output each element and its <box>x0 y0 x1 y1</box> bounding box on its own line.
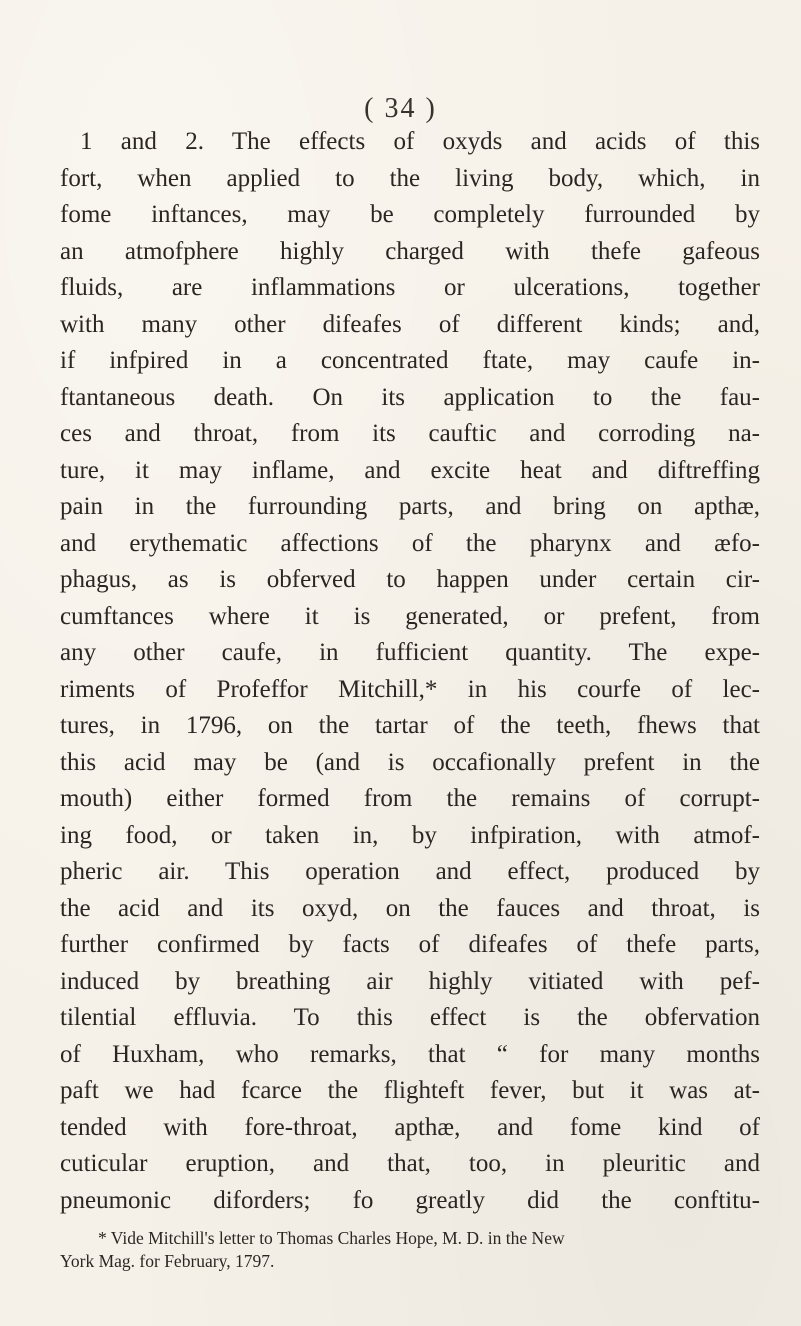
body-line: cumftances where it is generated, or prefent, from <box>60 602 760 630</box>
body-line: ing food, or taken in, by infpiration, with atmof- <box>60 821 760 849</box>
body-line: ture, it may inflame, and excite heat and diftreffing <box>60 456 760 484</box>
body-line: of Huxham, who remarks, that “ for many months <box>60 1040 760 1068</box>
footnote-line: * Vide Mitchill's letter to Thomas Charles Hope, M. D. in the New <box>98 1228 565 1248</box>
body-line: mouth) either formed from the remains of corrupt- <box>60 785 760 812</box>
body-line: pain in the furrounding parts, and bring on apthæ, <box>60 493 760 520</box>
body-line: ftantaneous death. On its application to the fau- <box>60 383 760 411</box>
body-line: fluids, are inflammations or ulcerations, together <box>60 274 760 301</box>
body-line: induced by breathing air highly vitiated with pef- <box>60 967 760 995</box>
body-line: tures, in 1796, on the tartar of the teeth, fhews that <box>60 712 760 739</box>
body-line: and erythematic affections of the pharynx and æfo- <box>60 529 760 557</box>
body-line: paft we had fcarce the flighteft fever, but it was at- <box>60 1077 760 1104</box>
body-text <box>60 124 760 1219</box>
body-line: riments of Profeffor Mitchill,* in his courfe of lec- <box>60 675 760 703</box>
footnote-line: York Mag. for February, 1797. <box>60 1251 275 1271</box>
body-line: cuticular eruption, and that, too, in pleuritic and <box>60 1150 760 1177</box>
page-number: ( 34 ) <box>364 93 437 124</box>
body-line: if infpired in a concentrated ftate, may caufe in- <box>60 347 760 374</box>
body-line: fort, when applied to the living body, which, in <box>60 164 760 192</box>
body-line: this acid may be (and is occafionally prefent in the <box>60 748 760 776</box>
body-line: pneumonic diforders; fo greatly did the conftitu- <box>60 1186 760 1214</box>
body-line: further confirmed by facts of difeafes of thefe parts, <box>60 931 760 958</box>
body-line: fome inftances, may be completely furrounded by <box>60 201 760 228</box>
body-line: the acid and its oxyd, on the fauces and throat, is <box>60 894 760 922</box>
body-line: an atmofphere highly charged with thefe gafeous <box>60 237 760 265</box>
body-line: with many other difeafes of different kinds; and, <box>60 310 760 338</box>
body-line: any other caufe, in fufficient quantity. The expe- <box>60 639 760 666</box>
body-line: tilential effluvia. To this effect is the obfervation <box>60 1004 760 1031</box>
body-line: phagus, as is obferved to happen under certain cir- <box>60 566 760 593</box>
body-line: tended with fore-throat, apthæ, and fome kind of <box>60 1113 760 1141</box>
footnote <box>60 1227 760 1273</box>
body-line: pheric air. This operation and effect, produced by <box>60 858 760 885</box>
body-line: 1 and 2. The effects of oxyds and acids of this <box>80 128 760 155</box>
body-line: ces and throat, from its cauftic and corroding na- <box>60 420 760 447</box>
